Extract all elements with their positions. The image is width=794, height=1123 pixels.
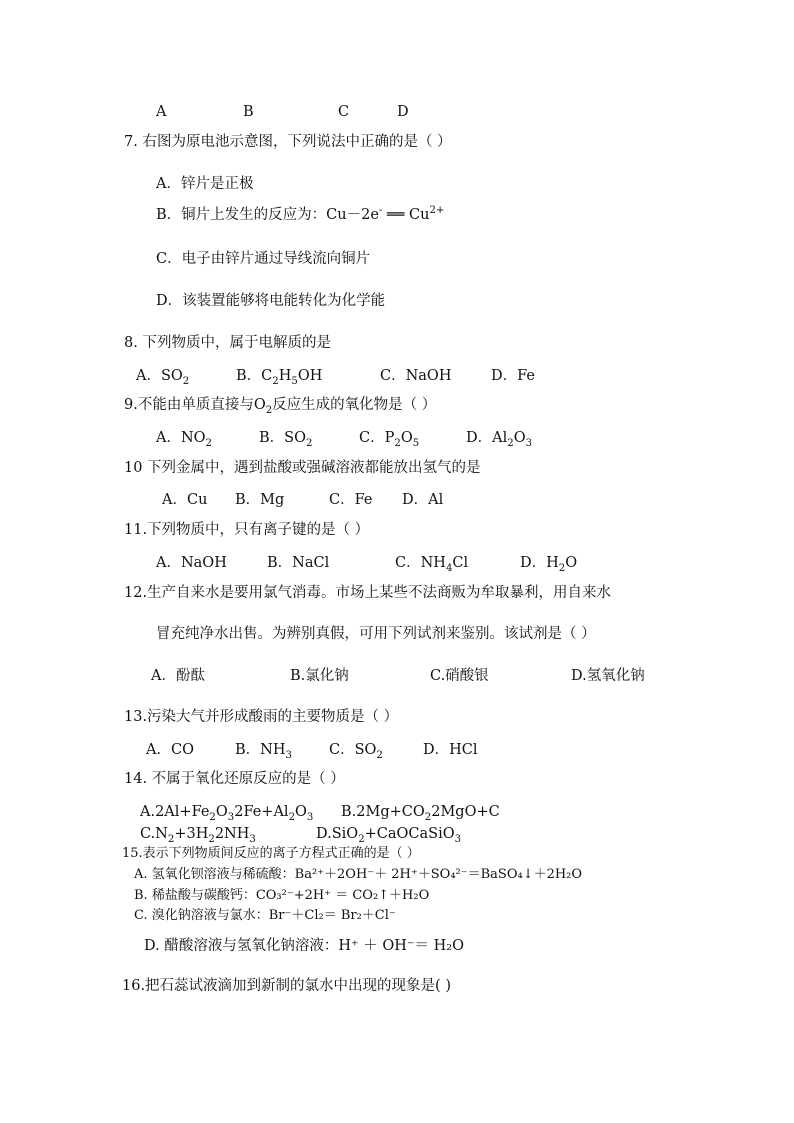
- option-c: $C.N_2+3H_22NH_3$: [140, 826, 256, 845]
- option-b: B. 稀盐酸与碳酸钙：CO₃²⁻+2H⁺ ＝ CO₂↑＋H₂O: [134, 888, 430, 903]
- top-option-a: A: [156, 104, 167, 120]
- question-stem: 14. 不属于氧化还原反应的是（ ）: [124, 771, 345, 787]
- option-c: C．Fe: [329, 492, 373, 508]
- question-stem-line-1: 12.生产自来水是要用氯气消毒。市场上某些不法商贩为牟取暴利，用自来水: [124, 585, 612, 601]
- option-c: C. 溴化钠溶液与氯水：Br⁻＋Cl₂＝ Br₂＋Cl⁻: [134, 908, 396, 923]
- question-stem: 15.表示下列物质间反应的离子方程式正确的是（ ）: [122, 846, 420, 861]
- option-b: B．$C_2H_5OH$: [236, 368, 323, 387]
- option-b: B．$SO_2$: [259, 430, 313, 449]
- option-b: B．Mg: [235, 492, 285, 508]
- option-a: A．$SO_2$: [136, 368, 190, 387]
- question-stem: 16.把石蕊试液滴加到新制的氯水中出现的现象是( ): [122, 978, 451, 994]
- option-c: C．$NH_4Cl$: [395, 555, 469, 574]
- option-b: $B.2Mg+CO_22MgO+C$: [341, 804, 500, 823]
- option-d: D．Al: [402, 492, 444, 508]
- option-a: A．$NO_2$: [156, 430, 212, 449]
- option-c: C．电子由锌片通过导线流向铜片: [156, 251, 371, 267]
- question-stem: 9.不能由单质直接与$O_2$反应生成的氧化物是（ ）: [124, 397, 437, 416]
- option-a: A．CO: [146, 742, 194, 758]
- option-d: D．$Al_2O_3$: [466, 430, 533, 449]
- option-d: D.SiO$_2$+CaOCaSiO$_3$: [316, 826, 462, 845]
- option-a: A．锌片是正极: [156, 176, 254, 192]
- option-a: A．Cu: [162, 492, 208, 508]
- option-b: B．NaCl: [267, 555, 330, 571]
- option-d: D．Fe: [491, 368, 535, 384]
- question-stem: 7. 右图为原电池示意图，下列说法中正确的是（ ）: [124, 134, 452, 150]
- option-b: B．$NH_3$: [235, 742, 292, 761]
- option-a: $A.2Al+Fe_2O_32Fe+Al_2O_3$: [140, 804, 314, 823]
- option-a: A．酚酞: [151, 668, 205, 684]
- top-option-c: C: [338, 104, 350, 120]
- option-d: D．HCl: [423, 742, 478, 758]
- option-c: C．NaOH: [380, 368, 452, 384]
- option-d: D. 醋酸溶液与氢氧化钠溶液：H⁺ ＋ OH⁻＝ H₂O: [144, 938, 464, 954]
- option-a: A．NaOH: [156, 555, 227, 571]
- option-b: B．铜片上发生的反应为：Cu－2e- ══ $Cu^{2+}$: [156, 205, 445, 223]
- option-a: A. 氢氧化钡溶液与稀硫酸：Ba²⁺＋2OH⁻＋ 2H⁺＋SO₄²⁻＝BaSO₄↓＋2H₂O: [134, 867, 583, 882]
- option-c: C．$SO_2$: [329, 742, 383, 761]
- question-stem: 11.下列物质中，只有离子键的是（ ）: [124, 522, 370, 538]
- top-option-b: B: [243, 104, 254, 120]
- option-b: B.氯化钠: [290, 668, 349, 684]
- question-stem-line-2: 冒充纯净水出售。为辨别真假，可用下列试剂来鉴别。该试剂是（ ）: [156, 626, 596, 642]
- question-stem: 8. 下列物质中，属于电解质的是: [124, 335, 331, 351]
- option-c: C.硝酸银: [430, 668, 489, 684]
- question-stem: 10 下列金属中，遇到盐酸或强碱溶液都能放出氢气的是: [124, 460, 481, 476]
- option-d: D.氢氧化钠: [571, 668, 645, 684]
- option-c: C．$P_2O_5$: [359, 430, 420, 449]
- option-d: D．$H_2O$: [520, 555, 578, 574]
- top-option-d: D: [397, 104, 409, 120]
- option-d: D．该装置能够将电能转化为化学能: [156, 293, 386, 309]
- question-stem: 13.污染大气并形成酸雨的主要物质是（ ）: [124, 709, 399, 725]
